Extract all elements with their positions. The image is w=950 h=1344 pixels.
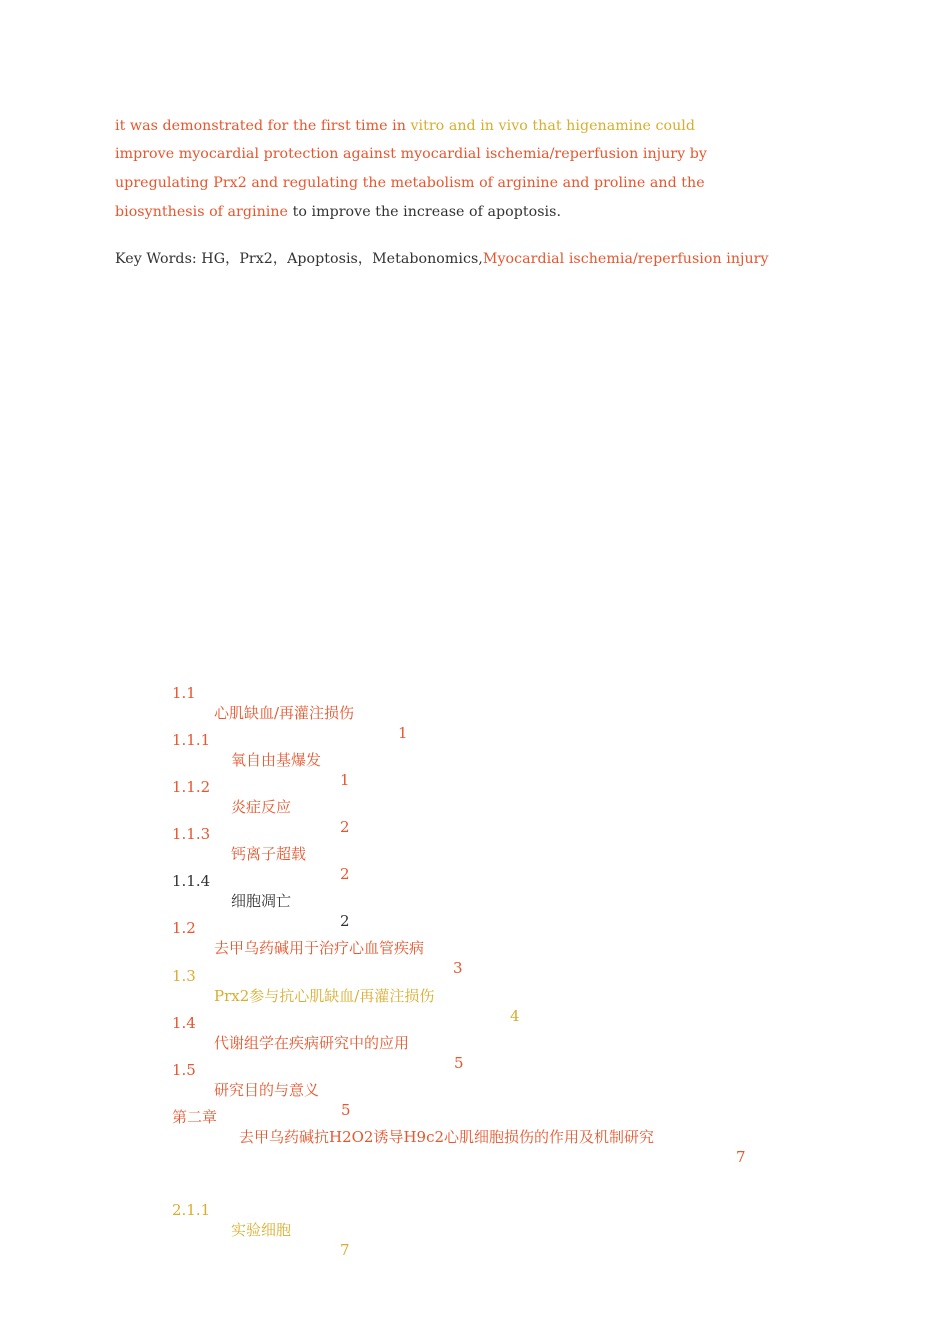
abstract-line-3-part-1: upregulating Prx2 and regulating the metabolism of arginine and proline and the — [115, 175, 705, 191]
toc-number: 1.2 — [172, 919, 196, 937]
abstract-line-2-part-1: improve myocardial protection against myocardial ischemia/reperfusion injury by — [115, 146, 707, 162]
toc-number: 第二章 — [172, 1108, 218, 1126]
toc-number: 1.5 — [172, 1061, 196, 1079]
toc-page: 2 — [340, 912, 350, 930]
toc-page: 3 — [453, 959, 463, 977]
toc-number: 2.1.1 — [172, 1201, 211, 1219]
abstract-line-4-part-2: to improve the increase of apoptosis. — [288, 204, 562, 220]
toc-title: 钙离子超载 — [231, 845, 307, 863]
toc-title: 氧自由基爆发 — [231, 751, 322, 769]
toc-page: 4 — [510, 1007, 520, 1025]
toc-title: 代谢组学在疾病研究中的应用 — [214, 1034, 410, 1052]
abstract-line-1-part-1: it was demonstrated for the first time in — [115, 118, 411, 134]
abstract-line-2 — [115, 140, 835, 169]
toc-page: 5 — [341, 1101, 351, 1119]
toc-title: 研究目的与意义 — [214, 1081, 320, 1099]
toc-title: 去甲乌药碱用于治疗心血管疾病 — [214, 939, 425, 957]
toc-title: 心肌缺血/再灌注损伤 — [214, 704, 355, 722]
toc-entry[interactable] — [172, 1180, 350, 1280]
toc-title: 细胞凋亡 — [231, 892, 292, 910]
abstract-line-1 — [115, 112, 835, 141]
toc-title: 实验细胞 — [231, 1221, 292, 1239]
toc-number: 1.1.4 — [172, 872, 211, 890]
keywords-prefix: Key Words: HG，Prx2，Apoptosis，Metabonomics, — [115, 251, 483, 267]
toc-page: 2 — [340, 818, 350, 836]
toc-page: 5 — [454, 1054, 464, 1072]
abstract-line-4-part-1: biosynthesis of arginine — [115, 204, 289, 220]
toc-number: 1.1 — [172, 684, 196, 702]
toc-number: 1.3 — [172, 967, 196, 985]
toc-page: 1 — [398, 724, 408, 742]
keywords-line — [115, 245, 835, 274]
toc-number: 1.1.3 — [172, 825, 211, 843]
abstract-line-4 — [115, 198, 835, 227]
toc-number: 1.1.2 — [172, 778, 211, 796]
toc-page: 1 — [340, 771, 350, 789]
toc-number: 1.1.1 — [172, 731, 211, 749]
toc-title: 去甲乌药碱抗H2O2诱导H9c2心肌细胞损伤的作用及机制研究 — [239, 1128, 655, 1146]
toc-page: 7 — [340, 1241, 350, 1259]
toc-title: 炎症反应 — [231, 798, 292, 816]
abstract-line-3 — [115, 169, 835, 198]
keywords-highlight: Myocardial ischemia/reperfusion injury — [482, 251, 769, 267]
toc-number: 1.4 — [172, 1014, 196, 1032]
toc-page: 2 — [340, 865, 350, 883]
toc-page: 7 — [736, 1148, 746, 1166]
abstract-line-1-part-2: vitro and in vivo that higenamine could — [410, 118, 696, 134]
toc-title: Prx2参与抗心肌缺血/再灌注损伤 — [214, 987, 435, 1005]
